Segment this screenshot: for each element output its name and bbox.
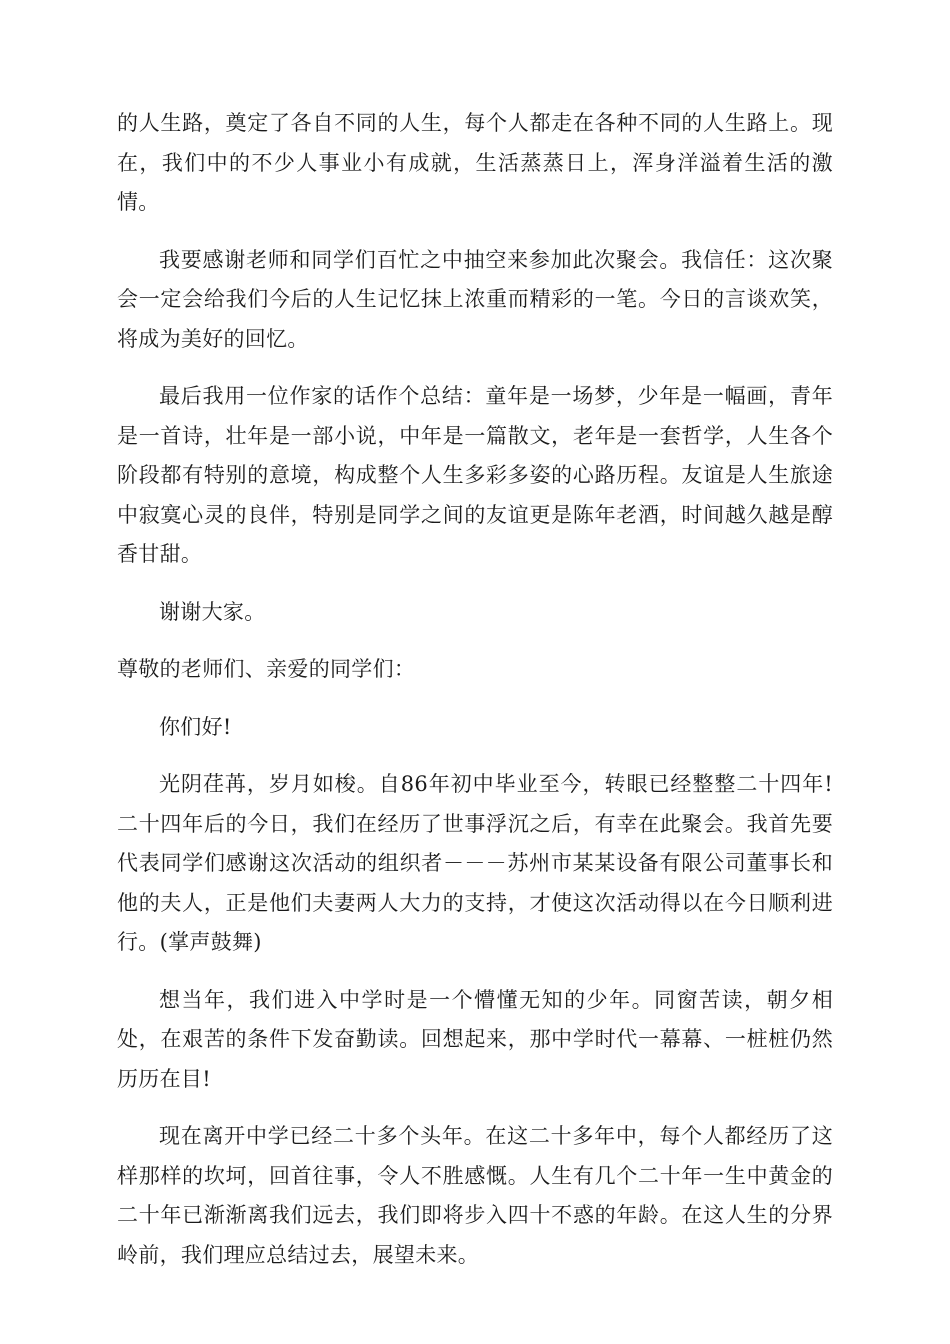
paragraph-thanks-teachers: 我要感谢老师和同学们百忙之中抽空来参加此次聚会。我信任：这次聚会一定会给我们今后的人生记忆抹上浓重而精彩的一笔。今日的言谈欢笑，将成为美好的回忆。 — [117, 247, 833, 351]
paragraph-recollection: 想当年，我们进入中学时是一个懵懂无知的少年。同窗苦读，朝夕相处，在艰苦的条件下发奋勤读。回想起来，那中学时代一幕幕、一桩桩仍然历历在目! — [117, 987, 833, 1091]
document-body — [117, 104, 833, 1293]
paragraph-continuation: 的人生路，奠定了各自不同的人生，每个人都走在各种不同的人生路上。现在，我们中的不少人事业小有成就，生活蒸蒸日上，浑身洋溢着生活的激情。 — [117, 111, 833, 214]
salutation: 尊敬的老师们、亲爱的同学们： — [117, 657, 416, 681]
paragraph-closing-quote: 最后我用一位作家的话作个总结：童年是一场梦，少年是一幅画，青年是一首诗，壮年是一部小说，中年是一篇散文，老年是一套哲学，人生各个阶段都有特别的意境，构成整个人生多彩多姿的心路历程。友谊是人生旅途中寂寞心灵的良伴，特别是同学之间的友谊更是陈年老酒，时间越久越是醇香甘甜。 — [117, 384, 833, 566]
paragraph-reflection: 现在离开中学已经二十多个头年。在这二十多年中，每个人都经历了这样那样的坎坷，回首往事，令人不胜感慨。人生有几个二十年一生中黄金的二十年已渐渐离我们远去，我们即将步入四十不惑的年龄。在这人生的分界岭前，我们理应总结过去，展望未来。 — [117, 1124, 833, 1267]
paragraph-thank-you: 谢谢大家。 — [159, 599, 266, 624]
paragraph-time-flies: 光阴荏苒，岁月如梭。自86年初中毕业至今，转眼已经整整二十四年!二十四年后的今日，我们在经历了世事浮沉之后，有幸在此聚会。我首先要代表同学们感谢这次活动的组织者－－－苏州市某某设备有限公司董事长和他的夫人，正是他们夫妻两人大力的支持，才使这次活动得以在今日顺利进行。(掌声鼓舞) — [117, 772, 833, 954]
greeting: 你们好! — [159, 714, 232, 739]
